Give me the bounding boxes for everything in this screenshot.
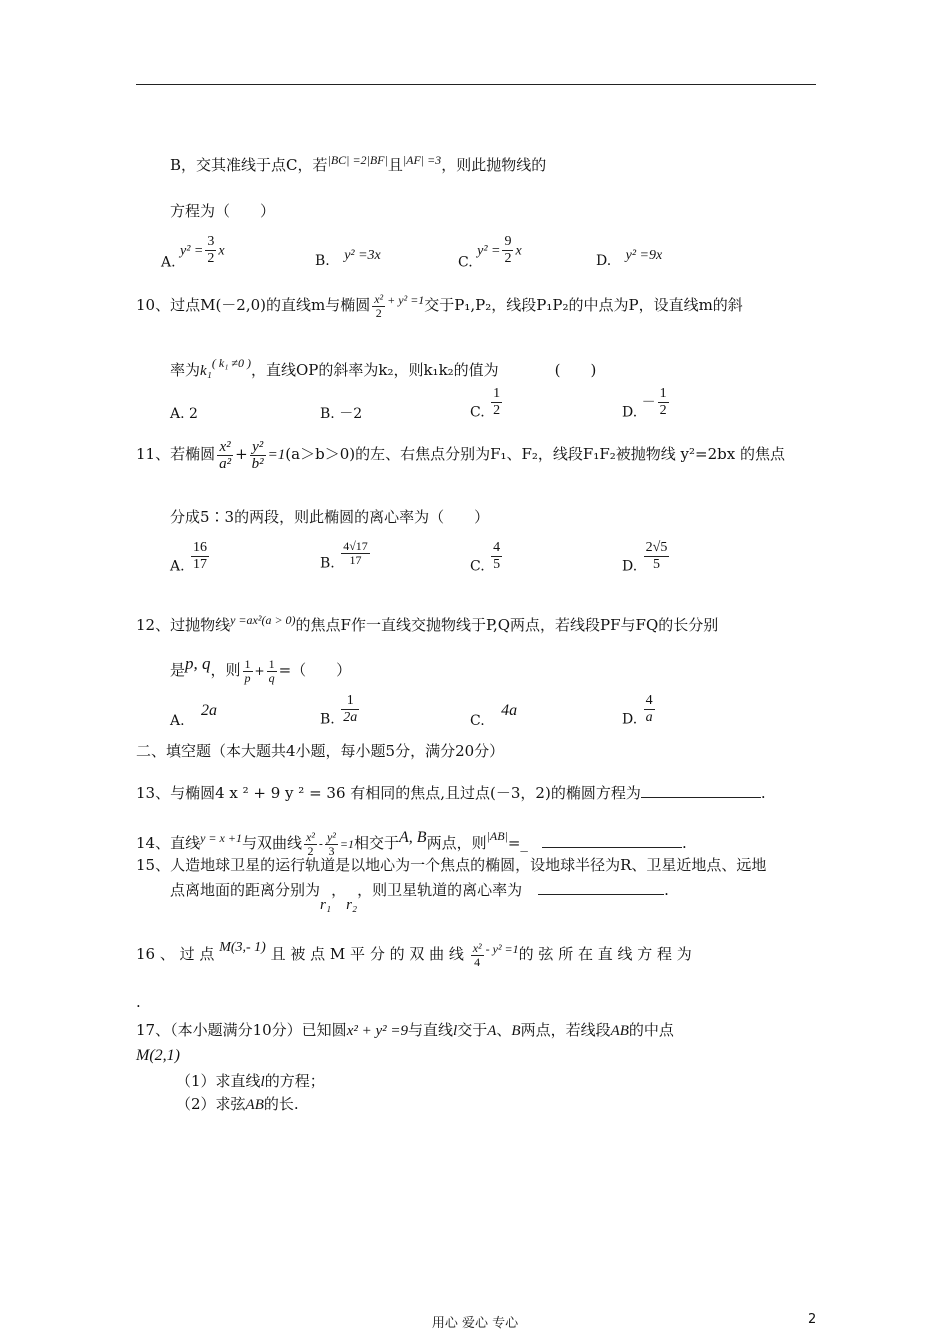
q11-option-b [320,540,372,573]
option-expr: y² = [180,243,204,259]
q12-option-c [470,702,517,730]
answer-blank[interactable] [542,847,682,848]
page-number: 2 [808,1312,817,1327]
fraction [644,693,655,726]
answer-blank[interactable] [641,797,761,798]
q16-line [136,930,692,972]
q10-option-d [622,386,671,422]
option-label: D. [622,404,638,421]
q13-end: . [760,784,766,802]
q15-line1: 15、人造地球卫星的运行轨道是以地心为一个焦点的椭圆，设地球半径为R、卫星近地点、远地 [136,856,767,874]
q9-line2: 方程为（ ） [170,202,276,220]
header-rule [136,84,816,85]
fraction [491,540,502,573]
fraction [502,234,513,267]
numerator: x² [305,829,315,844]
numerator: 4 [645,693,653,708]
option-label: B. [320,406,335,422]
q12-option-a [170,702,217,730]
section-heading: 二、填空题（本大题共4小题，每小题5分，满分20分） [136,742,505,760]
q17-text: 17、（本小题满分10分）已知圆 [136,1021,347,1039]
option-expr: y² = [477,243,501,259]
fraction [243,658,253,685]
numerator: x² [374,291,384,306]
q14-text: 14、直线 [136,834,201,852]
q10-text: ，直线OP的斜率为k₂，则k₁k₂的值为 [250,361,499,379]
denominator: 3 [328,843,335,858]
fraction [471,942,484,969]
q12-text: 的焦点F作一直线交抛物线于P,Q两点，若线段PF与FQ的长分别 [295,616,719,634]
q17-text: 的长. [263,1095,299,1113]
q11-expr: =1 [267,447,286,463]
numerator: 9 [504,234,512,249]
q11-line1 [136,436,785,473]
numerator: y² [250,439,266,456]
q17-text: 、 [496,1021,512,1039]
q17-line-l: l [453,1023,458,1039]
option-label: D. [622,558,638,575]
answer-blank[interactable] [538,894,664,895]
q14-text: 相交于 [354,834,400,852]
q12-option-d [622,693,657,729]
q10-option-a [170,405,198,423]
q13-line [136,783,766,803]
q10-line2 [170,353,596,381]
option-expr: x [218,243,225,259]
q14-expr: =1 [339,837,355,851]
q15-end: . [664,881,669,899]
q11-text: (a＞b＞0)的左、右焦点分别为F₁、F₂，线段F₁F₂被抛物线 y²=2bx 的焦点 [285,445,785,463]
q17-text: 与直线 [408,1021,454,1039]
fraction [341,693,359,726]
option-label: C. [458,254,473,271]
option-expr: y² =9x [625,248,663,263]
q10-text: 10、过点M(－2,0)的直线m与椭圆 [136,296,371,314]
q12-text: =（ ） [278,661,352,679]
operator: + [254,664,265,678]
q10-answer-paren: ( ) [554,361,597,379]
denominator: 5 [652,557,660,572]
q10-expr: + y² =1 [387,293,425,307]
q17-text: （1）求直线 [176,1072,261,1090]
q9-text: 且 [387,156,403,174]
q16-text: 16 、 过 点 [136,945,215,963]
option-value: 2 [189,406,198,422]
numerator: 16 [193,540,208,555]
denominator: b² [251,455,264,472]
denominator: 2a [343,710,358,725]
numerator: x² [217,439,233,456]
option-expr: x [515,243,522,259]
fraction [191,540,209,573]
q12-line1 [136,610,718,635]
q9-text: ，则此抛物线的 [441,156,547,174]
option-label: B. [315,253,330,269]
denominator: 17 [349,553,362,567]
q17-midpoint [136,1045,180,1066]
numerator: 1 [341,693,359,710]
denominator: a² [219,455,232,472]
q11-option-a [170,540,211,576]
q10-k1: k₁ [200,363,212,379]
q12-parabola: y =ax²(a > 0) [230,613,296,627]
q9-option-c [458,234,522,272]
q10-text: 交于P₁,P₂，线段P₁P₂的中点为P，设直线m的斜 [424,296,743,314]
option-value: 4a [501,702,518,719]
numerator: 1 [268,656,275,671]
denominator: 2 [504,251,512,266]
option-label: A. [161,254,176,271]
q13-text: 13、与椭圆4 x ² + 9 y ² = 36 有相同的焦点,且过点(－3，2)的椭圆方程为 [136,784,641,802]
q14-points: A, B [399,829,427,846]
denominator: q [268,670,275,685]
q10-option-c [470,386,504,422]
q17-point-a: A [487,1023,497,1039]
q15-line2 [170,880,669,913]
q17-part1 [176,1071,325,1092]
q14-line-eq: y = x +1 [200,831,242,845]
numerator: 4 [493,540,501,555]
q10-option-b [320,405,362,423]
numerator: 4√17 [343,539,368,553]
q15-r1: r₁ [320,897,332,913]
q9-af-expr: |AF| =3 [402,153,442,167]
q12-text: 是 [170,661,186,679]
option-expr: y² =3x [344,248,381,263]
option-value: 2a [201,702,218,719]
numerator: 2√5 [645,540,668,555]
option-sign: － [641,394,656,411]
q12-pq: p, q [185,654,211,673]
option-label: D. [622,711,638,728]
q11-option-d [622,540,671,576]
fraction [217,439,233,472]
fraction [372,293,385,320]
fraction [250,439,266,472]
numerator: 1 [659,386,667,401]
q12-text: ，则 [210,661,241,679]
q14-text: 与双曲线 [241,834,302,852]
q9-text: B，交其准线于点C，若 [170,156,328,174]
page-footer: 用心 爱心 专心 [431,1316,519,1331]
q17-point-b: B [511,1023,521,1039]
q17-text: 的方程； [264,1072,325,1090]
q9-bc-expr: |BC| =2|BF| [327,153,388,167]
q17-text: 的中点 [628,1021,674,1039]
option-label: B. [320,711,335,728]
operator: + [235,445,248,463]
q9-line1 [170,150,546,175]
q17-segment: AB [610,1023,629,1039]
denominator: 2 [207,251,215,266]
fraction [304,831,317,858]
fraction [325,831,338,858]
q9-option-a [161,234,225,272]
q16-expr: - y² =1 [485,942,519,956]
numerator: 1 [244,656,251,671]
q17-text: （2）求弦 [176,1095,246,1113]
option-label: D. [596,253,612,269]
denominator: 4 [474,954,481,969]
denominator: 2 [493,403,501,418]
q15-r2: r₂ [346,897,358,913]
q11-line2: 分成5∶3的两段，则此椭圆的离心率为（ ） [170,508,490,526]
denominator: a [645,710,653,725]
q11-text: 11、若椭圆 [136,445,216,463]
fraction [491,386,502,419]
numerator: 1 [493,386,501,401]
q15-text: ， [331,881,347,899]
q9-option-b [315,246,381,270]
q17-line1 [136,1020,674,1041]
denominator: 2 [307,843,314,858]
q10-k1-condition: ( k₁ ≠0 ) [211,356,251,370]
fraction [205,234,216,267]
q11-option-c [470,540,504,576]
q17-segment: AB [245,1097,264,1113]
q17-circle-eq: x² + y² =9 [346,1023,408,1039]
q9-option-d [596,246,662,270]
q10-line1 [136,290,743,320]
q12-option-b [320,693,361,729]
denominator: 2 [659,403,667,418]
q17-midpoint-m: M(2,1) [136,1047,180,1064]
fraction [267,658,277,685]
q16-text: 的 弦 所 在 直 线 方 程 为 [518,945,692,963]
denominator: 5 [493,557,501,572]
q17-part2 [176,1094,299,1115]
numerator: y² [326,829,336,844]
option-label: C. [470,713,485,729]
q17-line-l: l [260,1074,265,1090]
fraction [644,540,670,573]
option-value: －2 [339,406,363,422]
q14-abs: |AB| [486,829,508,843]
option-label: A. [170,713,185,729]
fraction [658,386,669,419]
q16-dot: . [136,993,141,1011]
option-label: A. [170,406,185,422]
q17-text: 两点，若线段 [520,1021,611,1039]
q15-text: ，则卫星轨道的离心率为 [357,881,523,899]
q12-line2 [170,648,351,687]
fraction [341,540,370,567]
option-label: C. [470,558,485,575]
numerator: 3 [207,234,215,249]
denominator: 17 [193,557,208,572]
denominator: p [244,670,251,685]
q14-text: =_ [507,834,528,852]
q16-text: 且 被 点 M 平 分 的 双 曲 线 [270,945,464,963]
q12-text: 12、过抛物线 [136,616,231,634]
numerator: x² [472,940,482,955]
option-label: C. [470,404,485,421]
option-label: B. [320,555,335,572]
operator: - [318,837,323,851]
q14-text: 两点，则 [426,834,487,852]
q14-end: . [681,834,687,852]
q17-text: 交于 [457,1021,488,1039]
option-label: A. [170,558,185,575]
denominator: 2 [375,305,382,320]
q16-point: M(3,- 1) [219,940,266,955]
q15-text: 点离地面的距离分别为 [170,881,321,899]
q10-text: 率为 [170,361,201,379]
